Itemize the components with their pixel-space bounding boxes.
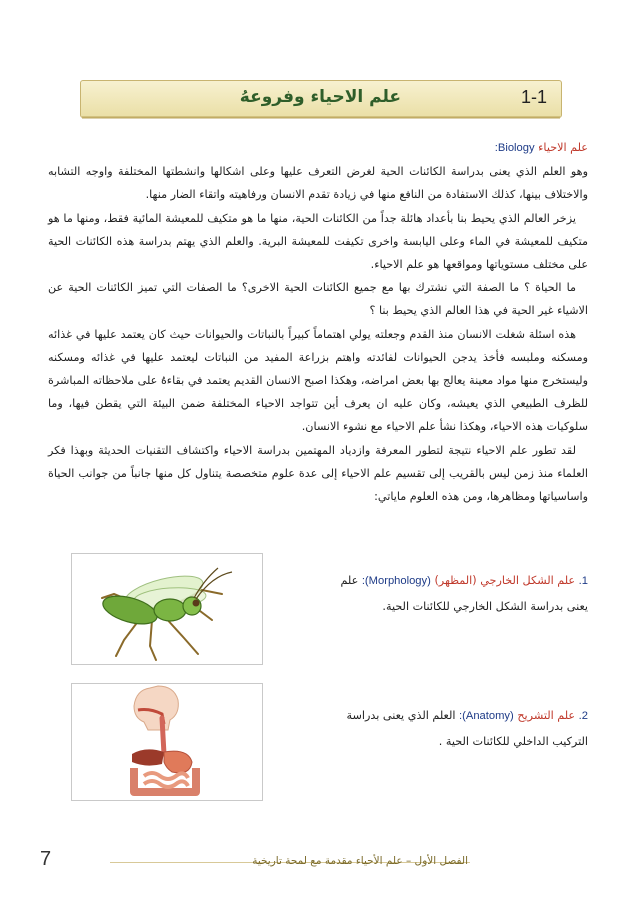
branch-item-anatomy bbox=[258, 703, 588, 754]
item-term-en: (Anatomy): bbox=[459, 710, 514, 722]
paragraph-5: لقد تطور علم الاحياء نتيجة لتطور المعرفة وازدياد المهتمين بدراسة الاحياء واكتشاف التقنيات الحديثة وبهذا فكر العلماء منذ زمن ليس بالقريب إلى تقسيم علم الاحياء إلى عدة علوم متخصصة يتناول كل منها جانباً من جوانب الحياة واساسياتها ومظاهرها، ومن هذه العلوم ماياتي: bbox=[48, 443, 588, 504]
item-lead: العلم الذي يعنى بدراسة bbox=[346, 709, 456, 722]
page-number: 7 bbox=[40, 848, 52, 870]
insect-figure bbox=[71, 553, 263, 665]
footer-chapter-title: الفصل الأول – علم الأحياء مقدمة مع لمحة تاريخية bbox=[252, 855, 468, 867]
item-label: علم الشكل الخارجي (المظهر) bbox=[434, 574, 576, 587]
section-banner bbox=[80, 80, 562, 118]
insect-illustration bbox=[72, 554, 262, 664]
body-text bbox=[48, 136, 588, 508]
paragraph-1: وهو العلم الذي يعنى بدراسة الكائنات الحية لغرض التعرف عليها وعلى اشكالها وانشطتها المختلفة واوجه التشابه والاختلاف بينها، كذلك الاستفادة من النافع منها في زيادة تقدم الانسان ورفاهيته واتقاء الضار منها. bbox=[48, 165, 588, 202]
intro-term bbox=[48, 136, 588, 160]
item-description: يعنى بدراسة الشكل الخارجي للكائنات الحية. bbox=[382, 600, 588, 613]
item-number: 1. bbox=[578, 575, 588, 587]
digestive-system-illustration bbox=[72, 684, 262, 800]
branch-item-morphology bbox=[258, 568, 588, 619]
item-description: التركيب الداخلي للكائنات الحية . bbox=[438, 735, 588, 748]
intro-term-en: Biology: bbox=[494, 142, 535, 154]
section-title: علم الاحياء وفروعهُ bbox=[239, 87, 401, 107]
item-term-en: (Morphology): bbox=[361, 575, 431, 587]
paragraph-4: هذه اسئلة شغلت الانسان منذ القدم وجعلته يولي اهتماماً كبيراً بالنباتات والحيوانات حيث كان يعتمد عليها في غذائه ومسكنه وملبسه فأخذ يدجن الحيوانات لفائدته واهتم بزراعة المفيد من النباتات ليعتمد عليها في غذائه ومسكنه وليستخرج منها مواد معينة يعالج بها بعض امراضه، وهكذا اصبح الانسان القديم يعتمد في بقاءهُ على ملاحظاته المباشرة للظرف الطبيعي الذي يعيشه، وكان عليه ان يعرف أين تتواجد الاحياء المختلفة ضمن البيئة التي يقطن فيها، وما سلوكيات هذه الاحياء، وهكذا نشأ علم الاحياء مع نشوء الانسان. bbox=[48, 327, 588, 434]
section-number: 1-1 bbox=[520, 87, 547, 107]
item-number: 2. bbox=[578, 710, 588, 722]
item-label: علم التشريح bbox=[517, 709, 576, 722]
anatomy-figure bbox=[71, 683, 263, 801]
intro-term-label: علم الاحياء bbox=[538, 141, 588, 154]
item-lead: علم bbox=[340, 574, 359, 587]
paragraph-3: ما الحياة ؟ ما الصفة التي نشترك بها مع جميع الكائنات الحية الاخرى؟ ما الصفات التي تميز الكائنات الحية عن الاشياء غير الحية في هذا العالم الذي يحيط بنا ؟ bbox=[48, 281, 588, 318]
banner-underline bbox=[82, 116, 560, 119]
paragraph-2: يزخر العالم الذي يحيط بنا بأعداد هائلة جداً من الكائنات الحية، منها ما هو متكيف للمعيشة المائية فقط، ومنها ما هو متكيف للمعيشة في الماء وعلى اليابسة واخرى تكيفت للمعيشة البرية. والعلم الذي يهتم بدراسة هذه الكائنات الحية على مختلف مستوياتها ومواقعها هو علم الاحياء. bbox=[48, 211, 588, 272]
